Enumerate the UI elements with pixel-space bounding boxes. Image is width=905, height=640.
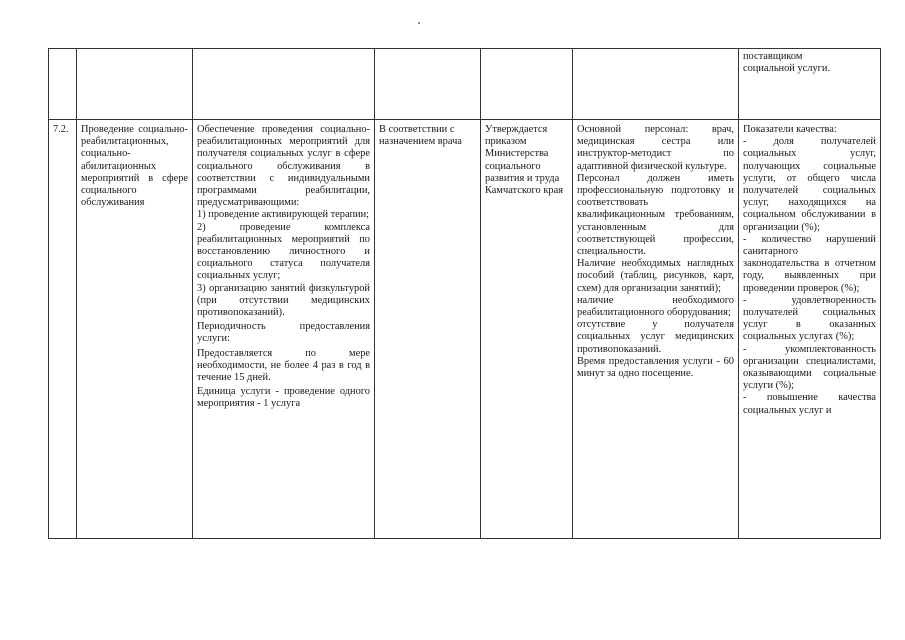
conditions-paragraph: Наличие необходимых наглядных пособий (таблиц, рисунков, карт, схем) для организации занятий); [577,258,734,294]
row-number: 7.2. [53,124,69,135]
cell-volume-prev [375,49,481,120]
quality-heading: Показатели качества: [743,124,837,135]
cell-tariff [481,120,573,539]
cell-quality-prev [739,49,881,120]
cell-conditions [573,120,739,539]
conditions-paragraph: наличие необходимого реабилитационного оборудования; [577,294,734,319]
service-volume: В соответствии с назначением врача [379,124,462,148]
conditions-paragraph: отсутствие у получателя социальных услуг медицинских противопоказаний. [577,319,734,355]
cell-service-name [77,120,193,539]
services-table [48,48,881,539]
tariff-text: Утверждается приказом Министерства социального развития и труда Камчатского края [485,124,563,197]
description-item: 1) проведение активирующей терапии; [197,209,370,221]
cell-conditions-prev [573,49,739,120]
table-row-7-2 [49,120,881,539]
cell-number-prev [49,49,77,120]
periodicity-label: Периодичность предоставления услуги: [197,321,370,345]
quality-indicator: - укомплектованность организации специалистами, оказывающими социальные услуги (%); [743,343,876,392]
quality-indicator: - количество нарушений санитарного законодательства в отчетном году, выявленных при проведении проверок (%); [743,233,876,294]
conditions-paragraph: Время предоставления услуги - 60 минут за одно посещение. [577,355,734,380]
conditions-paragraph: Персонал должен иметь профессиональную подготовку и соответствовать квалификационным требованиям, установленным для соответствующей профессии, специальности. [577,172,734,258]
cell-service-volume [375,120,481,539]
service-name: Проведение социально-реабилитационных, социально-абилитационных мероприятий в сфере социального обслуживания [81,124,188,209]
scan-speck [418,22,420,24]
cell-name-prev [77,49,193,120]
quality-indicator: - повышение качества социальных услуг и [743,392,876,416]
periodicity-text: Предоставляется по мере необходимости, не более 4 раз в год в течение 15 дней. [197,347,370,384]
quality-indicator: - удовлетворенность получателей социальных услуг в оказанных социальных услугах (%); [743,294,876,343]
cell-description-prev [193,49,375,120]
cell-service-description [193,120,375,539]
quality-prev-line: социальной услуги. [743,63,831,75]
cell-row-number [49,120,77,539]
conditions-paragraph: Основной персонал: врач, медицинская сестра или инструктор-методист по адаптивной физической культуре. [577,124,734,172]
description-item: 2) проведение комплекса реабилитационных мероприятий по восстановлению личностного и социального статуса получателя социальных услуг; [197,221,370,282]
service-unit-text: Единица услуги - проведение одного мероприятия - 1 услуга [197,386,370,410]
quality-prev-line: поставщиком [743,51,803,62]
quality-indicator: - доля получателей социальных услуг, получающих социальные услуги, от общего числа получателей социальных услуг, находящихся на социальном обслуживании в организации (%); [743,136,876,233]
table-row-continuation [49,49,881,120]
description-item: 3) организацию занятий физкультурой (при отсутствии медицинских противопоказаний). [197,282,370,319]
description-paragraph: Обеспечение проведения социально-реабилитационных мероприятий для получателя социальных услуг в сфере социального обслуживания в соответствии с индивидуальными программами реабилитации, предусматривающими: [197,124,370,209]
cell-tariff-prev [481,49,573,120]
cell-quality-indicators [739,120,881,539]
